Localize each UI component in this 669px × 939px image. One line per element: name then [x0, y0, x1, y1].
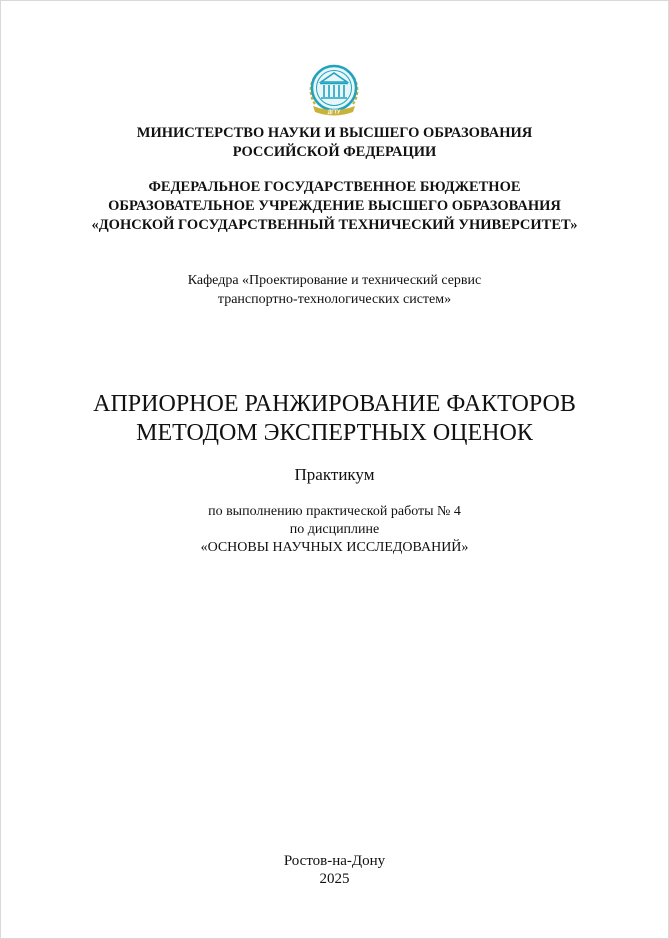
publication-place: [0, 852, 669, 888]
ministry-line: РОССИЙСКОЙ ФЕДЕРАЦИИ: [232, 144, 437, 160]
assignment-line: по выполнению практической работы № 4: [208, 504, 461, 519]
ministry-name: [0, 124, 669, 162]
ministry-line: МИНИСТЕРСТВО НАУКИ И ВЫСШЕГО ОБРАЗОВАНИЯ: [136, 125, 533, 141]
institution-line: ОБРАЗОВАТЕЛЬНОЕ УЧРЕЖДЕНИЕ ВЫСШЕГО ОБРАЗОВАНИЯ: [108, 198, 561, 214]
department-name: [0, 271, 669, 309]
document-type: [0, 465, 669, 485]
institution-name: [0, 178, 669, 235]
discipline-name: «ОСНОВЫ НАУЧНЫХ ИССЛЕДОВАНИЙ»: [200, 540, 469, 555]
university-logo: [305, 60, 363, 120]
assignment-line: по дисциплине: [289, 522, 380, 537]
institution-line: ФЕДЕРАЛЬНОЕ ГОСУДАРСТВЕННОЕ БЮДЖЕТНОЕ: [148, 179, 521, 195]
department-line: транспортно-технологических систем»: [217, 292, 452, 307]
city: Ростов-на-Дону: [283, 853, 386, 869]
logo-text: ДГТУ: [327, 109, 341, 116]
doc-type-label: Практикум: [294, 465, 375, 484]
department-line: Кафедра «Проектирование и технический сервис: [187, 273, 482, 288]
year: 2025: [319, 871, 350, 887]
title-line: МЕТОДОМ ЭКСПЕРТНЫХ ОЦЕНОК: [136, 420, 533, 446]
institution-line: «ДОНСКОЙ ГОСУДАРСТВЕННЫЙ ТЕХНИЧЕСКИЙ УНИВЕРСИТЕТ»: [91, 217, 578, 233]
document-title: [0, 390, 669, 448]
assignment-info: [0, 503, 669, 557]
title-line: АПРИОРНОЕ РАНЖИРОВАНИЕ ФАКТОРОВ: [93, 391, 576, 417]
